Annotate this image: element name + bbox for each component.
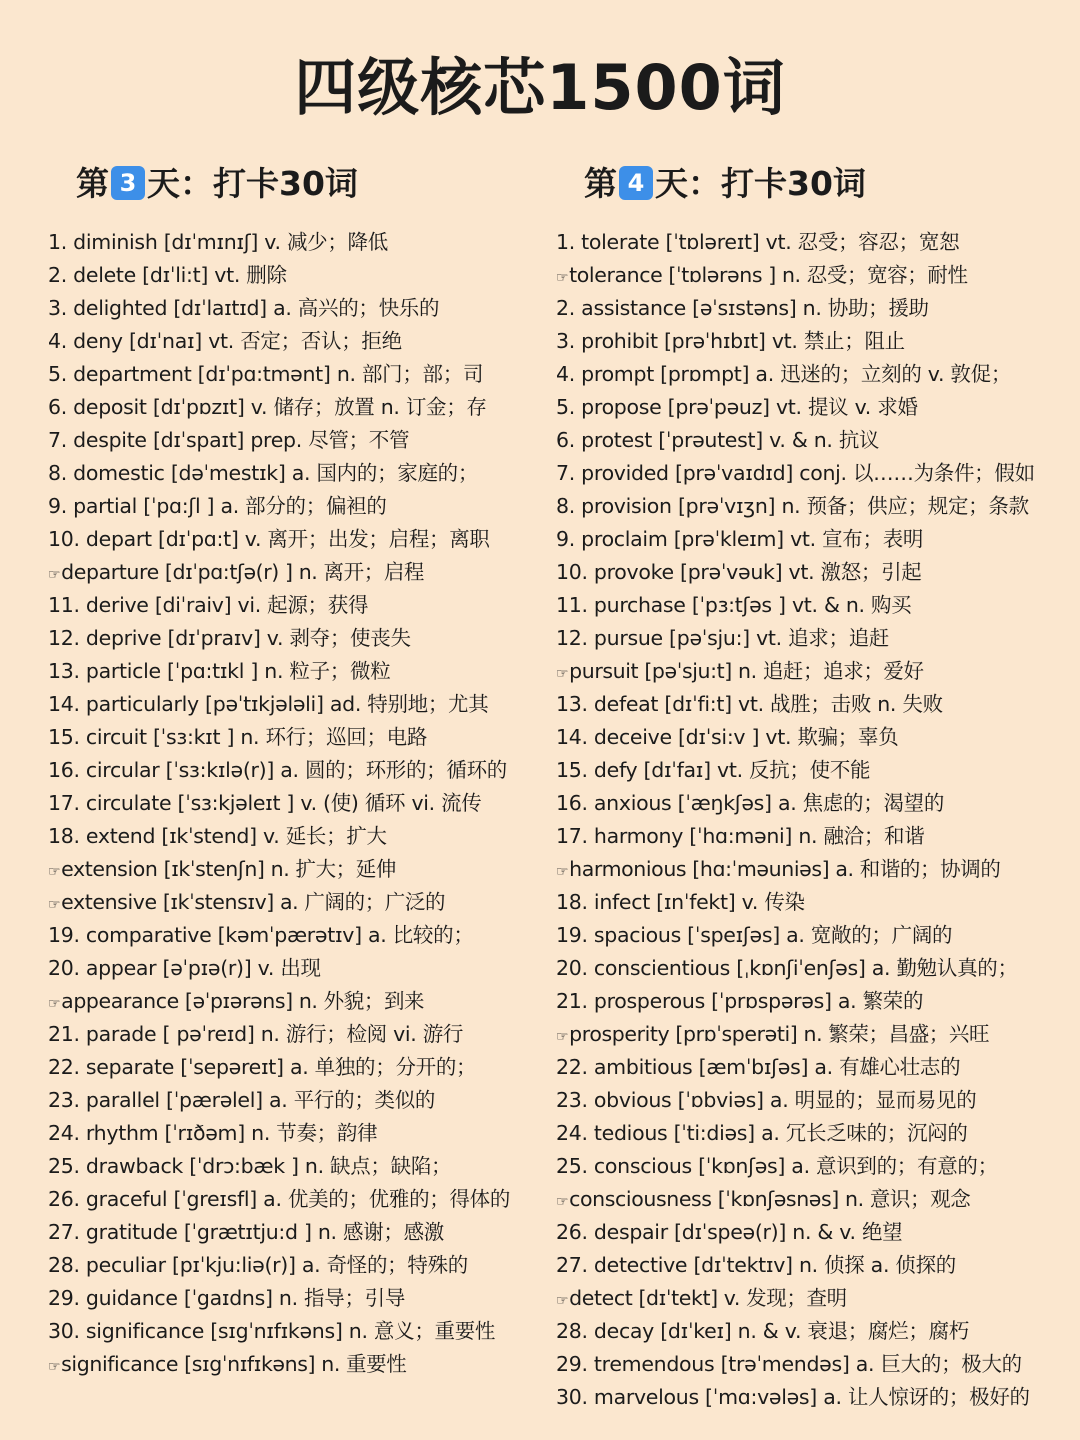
word-entry-text: 9. proclaim [prəˈkleɪm] vt. 宣布；表明	[556, 527, 924, 551]
word-entry	[556, 787, 1076, 820]
word-entry	[556, 1315, 1076, 1348]
word-entry	[556, 820, 1076, 853]
word-entry	[48, 391, 548, 424]
word-entry	[48, 325, 548, 358]
word-entry-text: 23. obvious [ˈɒbviəs] a. 明显的；显而易见的	[556, 1088, 977, 1112]
word-entry	[48, 721, 548, 754]
word-entry-text: 19. comparative [kəmˈpærətɪv] a. 比较的；	[48, 923, 474, 947]
word-entry-text: 9. partial [ˈpɑ:ʃl ] a. 部分的；偏袒的	[48, 494, 387, 518]
word-entry-text: 12. pursue [pəˈsju:] vt. 追求；追赶	[556, 626, 890, 650]
pointing-hand-icon: ☞	[48, 567, 61, 583]
derived-word-entry	[556, 259, 1076, 292]
word-entry-text: 13. particle [ˈpɑ:tɪkl ] n. 粒子；微粒	[48, 659, 391, 683]
word-entry	[48, 688, 548, 721]
word-entry-text: 11. purchase [ˈpɜ:tʃəs ] vt. & n. 购买	[556, 593, 912, 617]
word-entry	[556, 1150, 1076, 1183]
word-entry-text: 5. propose [prəˈpəuz] vt. 提议 v. 求婚	[556, 395, 918, 419]
word-entry-text: 11. derive [diˈraiv] vi. 起源；获得	[48, 593, 369, 617]
derived-word-entry	[556, 1282, 1076, 1315]
word-entry-text: tolerance [ˈtɒlərəns ] n. 忍受；宽容；耐性	[569, 263, 968, 287]
pointing-hand-icon: ☞	[48, 996, 61, 1012]
word-entry-text: 10. depart [dɪˈpɑ:t] v. 离开；出发；启程；离职	[48, 527, 490, 551]
word-entry	[556, 1348, 1076, 1381]
word-entry-text: 17. circulate [ˈsɜ:kjəleɪt ] v. (使) 循环 vi. 流传	[48, 791, 482, 815]
word-entry-text: 20. conscientious [ˌkɒnʃiˈenʃəs] a. 勤勉认真的；	[556, 956, 1018, 980]
word-entry	[556, 358, 1076, 391]
word-entry	[48, 1117, 548, 1150]
word-entry	[556, 457, 1076, 490]
word-entry	[556, 721, 1076, 754]
word-entry-text: 3. prohibit [prəˈhɪbɪt] vt. 禁止；阻止	[556, 329, 905, 353]
word-entry	[48, 226, 548, 259]
word-entry	[556, 556, 1076, 589]
word-entry-text: 26. despair [dɪˈspeə(r)] n. & v. 绝望	[556, 1220, 903, 1244]
pointing-hand-icon: ☞	[556, 270, 569, 286]
derived-word-entry	[556, 655, 1076, 688]
word-entry-text: 7. despite [dɪˈspaɪt] prep. 尽管；不管	[48, 428, 410, 452]
word-entry-text: 24. rhythm [ˈrɪðəm] n. 节奏；韵律	[48, 1121, 378, 1145]
word-entry-text: detect [dɪˈtekt] v. 发现；查明	[569, 1286, 847, 1310]
word-entry	[556, 1381, 1076, 1414]
word-entry-text: 15. defy [dɪˈfaɪ] vt. 反抗；使不能	[556, 758, 871, 782]
pointing-hand-icon: ☞	[556, 666, 569, 682]
word-entry	[556, 1084, 1076, 1117]
word-entry	[48, 589, 548, 622]
word-entry	[556, 292, 1076, 325]
word-entry-text: 20. appear [əˈpɪə(r)] v. 出现	[48, 956, 321, 980]
word-entry-text: 19. spacious [ˈspeɪʃəs] a. 宽敞的；广阔的	[556, 923, 953, 947]
word-entry	[48, 1183, 548, 1216]
pointing-hand-icon: ☞	[556, 1029, 569, 1045]
pointing-hand-icon: ☞	[48, 1359, 61, 1375]
word-entry-text: 1. diminish [dɪˈmɪnɪʃ] v. 减少；降低	[48, 230, 388, 254]
word-entry-text: 29. guidance [ˈgaɪdns] n. 指导；引导	[48, 1286, 406, 1310]
word-entry-text: departure [dɪˈpɑ:tʃə(r) ] n. 离开；启程	[61, 560, 425, 584]
word-entry	[556, 919, 1076, 952]
word-entry	[556, 1051, 1076, 1084]
derived-word-entry	[48, 886, 548, 919]
word-entry-text: extension [ɪkˈstenʃn] n. 扩大；延伸	[61, 857, 396, 881]
word-entry-text: 21. prosperous [ˈprɒspərəs] a. 繁荣的	[556, 989, 924, 1013]
word-entry	[556, 622, 1076, 655]
word-entry	[48, 1150, 548, 1183]
word-entry	[48, 1315, 548, 1348]
word-entry-text: 27. detective [dɪˈtektɪv] n. 侦探 a. 侦探的	[556, 1253, 956, 1277]
word-entry	[48, 952, 548, 985]
word-entry-text: 17. harmony [ˈhɑ:məni] n. 融洽；和谐	[556, 824, 925, 848]
word-entry	[48, 457, 548, 490]
word-entry	[556, 523, 1076, 556]
day-4-column	[556, 160, 1076, 1414]
word-entry-text: consciousness [ˈkɒnʃəsnəs] n. 意识；观念	[569, 1187, 971, 1211]
derived-word-entry	[48, 556, 548, 589]
word-entry-text: 2. assistance [əˈsɪstəns] n. 协助；援助	[556, 296, 929, 320]
word-entry-text: 6. protest [ˈprəutest] v. & n. 抗议	[556, 428, 880, 452]
day-3-word-list	[48, 226, 548, 1381]
word-entry-text: 14. particularly [pəˈtɪkjələli] ad. 特别地；尤其	[48, 692, 489, 716]
derived-word-entry	[556, 1018, 1076, 1051]
word-entry	[48, 1051, 548, 1084]
day-4-word-list	[556, 226, 1076, 1414]
word-entry-text: 23. parallel [ˈpærəlel] a. 平行的；类似的	[48, 1088, 436, 1112]
word-entry-text: 4. deny [dɪˈnaɪ] vt. 否定；否认；拒绝	[48, 329, 402, 353]
word-entry-text: pursuit [pəˈsju:t] n. 追赶；追求；爱好	[569, 659, 924, 683]
word-entry-text: significance [sɪgˈnɪfɪkəns] n. 重要性	[61, 1352, 407, 1376]
day-3-header	[76, 160, 548, 208]
word-entry	[48, 424, 548, 457]
word-entry	[556, 886, 1076, 919]
day-3-column	[48, 160, 548, 1381]
word-entry-text: 27. gratitude [ˈgrætɪtju:d ] n. 感谢；感激	[48, 1220, 444, 1244]
word-entry	[556, 589, 1076, 622]
word-entry-text: 30. significance [sɪgˈnɪfɪkəns] n. 意义；重要性	[48, 1319, 496, 1343]
word-entry	[556, 490, 1076, 523]
word-entry-text: 28. peculiar [pɪˈkju:liə(r)] a. 奇怪的；特殊的	[48, 1253, 468, 1277]
word-entry-text: 25. conscious [ˈkɒnʃəs] a. 意识到的；有意的；	[556, 1154, 998, 1178]
word-entry-text: 28. decay [dɪˈkeɪ] n. & v. 衰退；腐烂；腐朽	[556, 1319, 969, 1343]
derived-word-entry	[48, 985, 548, 1018]
word-entry	[48, 1249, 548, 1282]
word-entry-text: 12. deprive [dɪˈpraɪv] v. 剥夺；使丧失	[48, 626, 411, 650]
word-entry	[556, 1249, 1076, 1282]
word-entry	[556, 688, 1076, 721]
derived-word-entry	[556, 1183, 1076, 1216]
page-title: 四级核芯1500词	[294, 51, 786, 124]
word-entry	[48, 1216, 548, 1249]
word-entry-text: 4. prompt [prɒmpt] a. 迅迷的；立刻的 v. 敦促；	[556, 362, 1012, 386]
word-entry-text: 24. tedious [ˈti:diəs] a. 冗长乏味的；沉闷的	[556, 1121, 968, 1145]
derived-word-entry	[48, 1348, 548, 1381]
word-entry	[48, 358, 548, 391]
word-entry	[556, 1117, 1076, 1150]
word-entry-text: 3. delighted [dɪˈlaɪtɪd] a. 高兴的；快乐的	[48, 296, 440, 320]
word-entry	[556, 424, 1076, 457]
word-entry-text: 6. deposit [dɪˈpɒzɪt] v. 储存；放置 n. 订金；存	[48, 395, 487, 419]
word-entry	[556, 391, 1076, 424]
word-entry-text: 15. circuit [ˈsɜ:kɪt ] n. 环行；巡回；电路	[48, 725, 428, 749]
word-entry	[48, 259, 548, 292]
word-entry-text: 21. parade [ pəˈreɪd] n. 游行；检阅 vi. 游行	[48, 1022, 464, 1046]
word-entry-text: 22. separate [ˈsepəreɪt] a. 单独的；分开的；	[48, 1055, 477, 1079]
day-number-badge: 3	[111, 166, 145, 200]
day-prefix: 第	[584, 164, 617, 203]
word-entry-text: 13. defeat [dɪˈfi:t] vt. 战胜；击败 n. 失败	[556, 692, 943, 716]
word-entry-text: 16. anxious [ˈæŋkʃəs] a. 焦虑的；渴望的	[556, 791, 945, 815]
word-entry-text: 22. ambitious [æmˈbɪʃəs] a. 有雄心壮志的	[556, 1055, 961, 1079]
word-entry-text: harmonious [hɑ:ˈməuniəs] a. 和谐的；协调的	[569, 857, 1001, 881]
word-entry	[556, 754, 1076, 787]
word-entry-text: extensive [ɪkˈstensɪv] a. 广阔的；广泛的	[61, 890, 446, 914]
pointing-hand-icon: ☞	[556, 1194, 569, 1210]
word-entry	[48, 490, 548, 523]
word-entry-text: appearance [əˈpɪərəns] n. 外貌；到来	[61, 989, 425, 1013]
word-entry	[48, 523, 548, 556]
word-entry	[48, 1084, 548, 1117]
pointing-hand-icon: ☞	[556, 864, 569, 880]
word-entry	[48, 1282, 548, 1315]
pointing-hand-icon: ☞	[48, 864, 61, 880]
word-entry-text: 18. extend [ɪkˈstend] v. 延长；扩大	[48, 824, 387, 848]
word-entry-text: 8. domestic [dəˈmestɪk] a. 国内的；家庭的；	[48, 461, 479, 485]
word-entry-text: 1. tolerate [ˈtɒləreɪt] vt. 忍受；容忍；宽恕	[556, 230, 960, 254]
day-4-header	[584, 160, 1076, 208]
derived-word-entry	[556, 853, 1076, 886]
day-number-badge: 4	[619, 166, 653, 200]
word-entry	[48, 1018, 548, 1051]
word-entry	[556, 325, 1076, 358]
pointing-hand-icon: ☞	[556, 1293, 569, 1309]
word-entry-text: 18. infect [ɪnˈfekt] v. 传染	[556, 890, 805, 914]
day-suffix: 天：打卡30词	[655, 164, 866, 203]
word-entry	[48, 754, 548, 787]
word-entry	[48, 820, 548, 853]
word-entry	[48, 292, 548, 325]
day-prefix: 第	[76, 164, 109, 203]
word-entry-text: 29. tremendous [trəˈmendəs] a. 巨大的；极大的	[556, 1352, 1022, 1376]
word-entry	[556, 985, 1076, 1018]
word-entry-text: 16. circular [ˈsɜ:kɪlə(r)] a. 圆的；环形的；循环的	[48, 758, 507, 782]
word-entry	[556, 1216, 1076, 1249]
word-entry	[48, 787, 548, 820]
word-entry-text: 26. graceful [ˈgreɪsfl] a. 优美的；优雅的；得体的	[48, 1187, 511, 1211]
word-entry-text: 25. drawback [ˈdrɔ:bæk ] n. 缺点；缺陷；	[48, 1154, 452, 1178]
word-entry	[556, 952, 1076, 985]
word-entry-text: 2. delete [dɪˈli:t] vt. 删除	[48, 263, 287, 287]
word-entry-text: 14. deceive [dɪˈsi:v ] vt. 欺骗；辜负	[556, 725, 899, 749]
word-entry	[556, 226, 1076, 259]
derived-word-entry	[48, 853, 548, 886]
word-entry	[48, 655, 548, 688]
word-entry-text: prosperity [prɒˈsperəti] n. 繁荣；昌盛；兴旺	[569, 1022, 990, 1046]
word-entry-text: 30. marvelous [ˈmɑ:vələs] a. 让人惊讶的；极好的	[556, 1385, 1030, 1409]
word-entry-text: 10. provoke [prəˈvəuk] vt. 激怒；引起	[556, 560, 922, 584]
word-entry	[48, 919, 548, 952]
pointing-hand-icon: ☞	[48, 897, 61, 913]
day-suffix: 天：打卡30词	[147, 164, 358, 203]
word-entry-text: 7. provided [prəˈvaɪdɪd] conj. 以……为条件；假如	[556, 461, 1035, 485]
word-entry-text: 8. provision [prəˈvɪʒn] n. 预备；供应；规定；条款	[556, 494, 1029, 518]
word-entry	[48, 622, 548, 655]
word-entry-text: 5. department [dɪˈpɑ:tmənt] n. 部门；部；司	[48, 362, 484, 386]
